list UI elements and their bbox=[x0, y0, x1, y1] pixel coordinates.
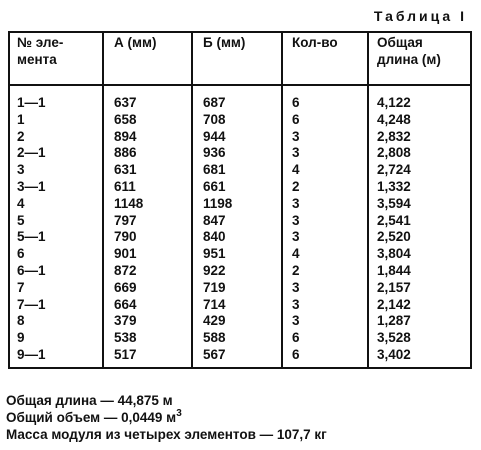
header-element-number-line2: мента bbox=[17, 51, 57, 67]
cell-quantity: 3 bbox=[282, 313, 368, 330]
cell-a-mm: 669 bbox=[103, 280, 192, 297]
cell-total-length: 2,520 bbox=[368, 229, 471, 246]
cell-a-mm: 631 bbox=[103, 162, 192, 179]
header-total-length-line1: Общая bbox=[377, 35, 423, 50]
cell-a-mm: 611 bbox=[103, 179, 192, 196]
cell-b-mm: 936 bbox=[192, 145, 282, 162]
elements-table bbox=[8, 31, 472, 369]
table-row bbox=[9, 112, 471, 129]
cell-quantity: 2 bbox=[282, 263, 368, 280]
cell-quantity: 3 bbox=[282, 297, 368, 314]
cell-total-length: 2,157 bbox=[368, 280, 471, 297]
cell-element-number: 8 bbox=[17, 313, 25, 329]
table-row bbox=[9, 196, 471, 213]
table-row bbox=[9, 246, 471, 263]
cell-total-length: 3,804 bbox=[368, 246, 471, 263]
cell-b-mm: 429 bbox=[192, 313, 282, 330]
cell-quantity: 3 bbox=[282, 145, 368, 162]
cell-quantity: 6 bbox=[282, 85, 368, 112]
table-row bbox=[9, 85, 471, 112]
table-row bbox=[9, 297, 471, 314]
cell-b-mm: 661 bbox=[192, 179, 282, 196]
cell-b-mm: 708 bbox=[192, 112, 282, 129]
cell-total-length: 1,332 bbox=[368, 179, 471, 196]
table-row bbox=[9, 145, 471, 162]
cell-quantity: 2 bbox=[282, 179, 368, 196]
cell-total-length: 3,594 bbox=[368, 196, 471, 213]
header-b-mm: Б (мм) bbox=[192, 32, 282, 85]
module-mass-note: Масса модуля из четырех элементов — 107,7 кг bbox=[6, 427, 327, 442]
cell-a-mm: 790 bbox=[103, 229, 192, 246]
cell-a-mm: 797 bbox=[103, 213, 192, 230]
total-length-note: Общая длина — 44,875 м bbox=[6, 393, 173, 408]
table-row bbox=[9, 213, 471, 230]
table-row bbox=[9, 280, 471, 297]
cell-total-length: 3,528 bbox=[368, 330, 471, 347]
cell-total-length: 2,142 bbox=[368, 297, 471, 314]
cell-a-mm: 901 bbox=[103, 246, 192, 263]
cell-b-mm: 840 bbox=[192, 229, 282, 246]
cell-total-length: 4,122 bbox=[368, 85, 471, 112]
table-row bbox=[9, 179, 471, 196]
cell-b-mm: 922 bbox=[192, 263, 282, 280]
cell-element-number: 2—1 bbox=[17, 145, 46, 161]
table-row bbox=[9, 347, 471, 368]
header-total-length bbox=[368, 32, 471, 85]
cell-a-mm: 379 bbox=[103, 313, 192, 330]
header-quantity: Кол-во bbox=[282, 32, 368, 85]
total-volume-exponent: 3 bbox=[176, 407, 182, 419]
cell-total-length: 3,402 bbox=[368, 347, 471, 368]
total-volume-note bbox=[6, 409, 327, 426]
cell-quantity: 3 bbox=[282, 129, 368, 146]
cell-quantity: 3 bbox=[282, 196, 368, 213]
cell-b-mm: 1198 bbox=[192, 196, 282, 213]
cell-b-mm: 687 bbox=[192, 85, 282, 112]
table-row bbox=[9, 313, 471, 330]
cell-element-number: 5 bbox=[17, 212, 25, 228]
cell-a-mm: 894 bbox=[103, 129, 192, 146]
cell-a-mm: 658 bbox=[103, 112, 192, 129]
cell-b-mm: 951 bbox=[192, 246, 282, 263]
cell-a-mm: 517 bbox=[103, 347, 192, 368]
cell-element-number: 7—1 bbox=[17, 296, 46, 312]
cell-b-mm: 567 bbox=[192, 347, 282, 368]
cell-element-number: 6—1 bbox=[17, 262, 46, 278]
cell-b-mm: 714 bbox=[192, 297, 282, 314]
cell-total-length: 1,844 bbox=[368, 263, 471, 280]
cell-quantity: 6 bbox=[282, 330, 368, 347]
header-a-mm: А (мм) bbox=[103, 32, 192, 85]
header-element-number-line1: № эле- bbox=[17, 35, 64, 50]
cell-a-mm: 1148 bbox=[103, 196, 192, 213]
cell-element-number: 2 bbox=[17, 128, 25, 144]
cell-a-mm: 637 bbox=[103, 85, 192, 112]
cell-total-length: 1,287 bbox=[368, 313, 471, 330]
header-total-length-line2: длина (м) bbox=[377, 51, 441, 67]
cell-quantity: 4 bbox=[282, 246, 368, 263]
table-row bbox=[9, 263, 471, 280]
cell-a-mm: 886 bbox=[103, 145, 192, 162]
cell-quantity: 6 bbox=[282, 347, 368, 368]
cell-quantity: 6 bbox=[282, 112, 368, 129]
header-row bbox=[9, 32, 471, 85]
cell-b-mm: 588 bbox=[192, 330, 282, 347]
cell-element-number: 9 bbox=[17, 330, 25, 346]
cell-element-number: 4 bbox=[17, 195, 25, 211]
cell-b-mm: 944 bbox=[192, 129, 282, 146]
cell-element-number: 1—1 bbox=[17, 95, 46, 110]
cell-element-number: 5—1 bbox=[17, 229, 46, 245]
table-row bbox=[9, 229, 471, 246]
cell-b-mm: 719 bbox=[192, 280, 282, 297]
summary-notes bbox=[6, 392, 327, 443]
total-volume-text: Общий объем — 0,0449 м bbox=[6, 410, 177, 425]
cell-element-number: 7 bbox=[17, 279, 25, 295]
cell-element-number: 3 bbox=[17, 162, 25, 178]
cell-quantity: 3 bbox=[282, 213, 368, 230]
cell-quantity: 3 bbox=[282, 229, 368, 246]
cell-a-mm: 664 bbox=[103, 297, 192, 314]
cell-a-mm: 872 bbox=[103, 263, 192, 280]
header-element-number bbox=[9, 32, 103, 85]
table-caption: Таблица I bbox=[373, 8, 467, 24]
table-row bbox=[9, 330, 471, 347]
cell-a-mm: 538 bbox=[103, 330, 192, 347]
cell-total-length: 2,832 bbox=[368, 129, 471, 146]
cell-element-number: 6 bbox=[17, 246, 25, 262]
cell-element-number: 9—1 bbox=[17, 346, 46, 362]
cell-total-length: 2,808 bbox=[368, 145, 471, 162]
cell-total-length: 2,724 bbox=[368, 162, 471, 179]
cell-element-number: 1 bbox=[17, 111, 25, 127]
table-row bbox=[9, 129, 471, 146]
cell-b-mm: 847 bbox=[192, 213, 282, 230]
cell-element-number: 3—1 bbox=[17, 178, 46, 194]
table-body bbox=[9, 85, 471, 368]
table-row bbox=[9, 162, 471, 179]
cell-total-length: 2,541 bbox=[368, 213, 471, 230]
table-header bbox=[9, 32, 471, 85]
cell-quantity: 3 bbox=[282, 280, 368, 297]
cell-b-mm: 681 bbox=[192, 162, 282, 179]
cell-total-length: 4,248 bbox=[368, 112, 471, 129]
cell-quantity: 4 bbox=[282, 162, 368, 179]
